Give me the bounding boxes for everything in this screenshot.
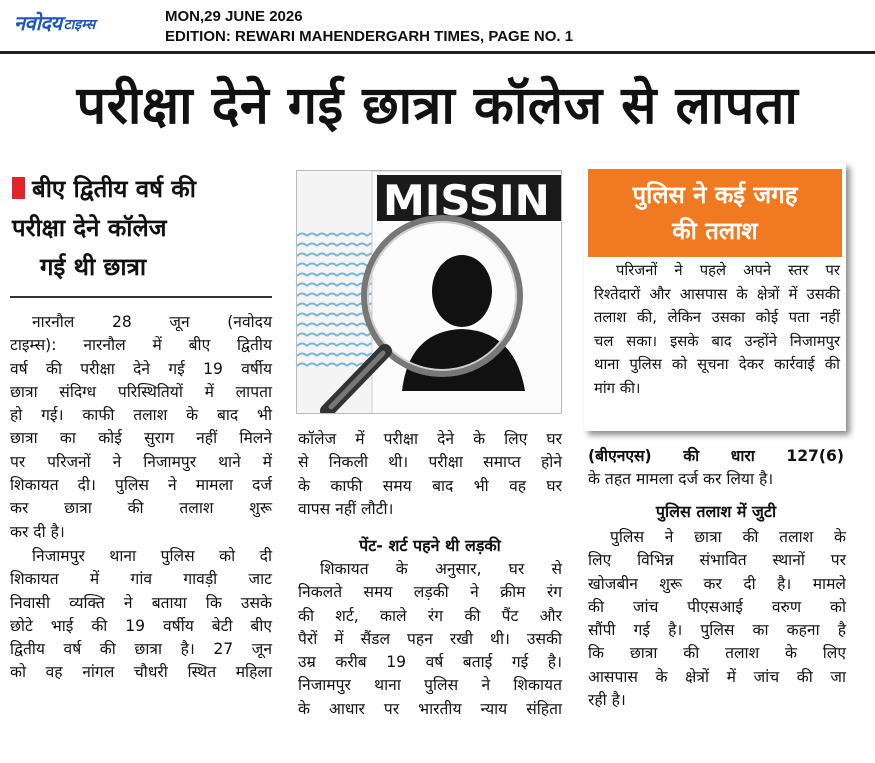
edition-info: EDITION: REWARI MAHENDERGARH TIMES, PAGE NO. 1	[165, 28, 574, 45]
text-line: वापस नहीं लौटी।	[298, 499, 394, 518]
left-column	[10, 311, 272, 685]
logo-main: नवोदय	[14, 11, 62, 35]
text-line: कर छात्रा की तलाश शुरू	[10, 499, 272, 518]
right-column	[588, 445, 844, 492]
masthead	[0, 0, 875, 54]
text-line: कॉलेज में परीक्षा देने के लिए घर	[298, 430, 562, 448]
text-line: पुलिस ने छात्रा की तलाश के	[610, 528, 846, 546]
text-line: निकलते समय लड़की ने क्रीम रंग	[298, 583, 562, 602]
paragraph	[10, 311, 272, 544]
red-bullet-icon	[12, 177, 25, 199]
right-subheading: पुलिस तलाश में जुटी	[655, 502, 777, 521]
dateline	[165, 7, 573, 47]
text-line: से निकली थी। परीक्षा समाप्त होने	[298, 453, 562, 472]
text-line: शिकायत दी। पुलिस ने मामला दर्ज	[10, 476, 272, 495]
logo-sub: टाइम्स	[63, 17, 96, 33]
text-line: रही है।	[588, 691, 626, 710]
text-line: को वह नांगल चौधरी स्थित महिला	[10, 663, 272, 682]
missing-poster-illustration	[297, 171, 562, 414]
text-line: कि छात्रा की तलाश के लिए	[588, 644, 846, 663]
text-line: लिए विभिन्न संभावित स्थानों पर	[588, 551, 846, 570]
middle-column	[298, 428, 562, 521]
box-title-line: पुलिस ने कई जगह	[632, 181, 798, 209]
text-line: निजामपुर थाना पुलिस ने शिकायत	[298, 676, 562, 695]
text-line: टाइम्स): नारनौल में बीए द्वितीय	[10, 336, 272, 355]
text-line: सौंपी गई है। पुलिस का कहना है	[588, 621, 846, 640]
poster-text: MISSIN	[383, 176, 550, 225]
subhead-line: बीए द्वितीय वर्ष की	[32, 175, 196, 203]
newspaper-logo[interactable]	[14, 8, 95, 36]
paragraph	[10, 545, 272, 685]
text-line: के तहत मामला दर्ज कर लिया है।	[588, 470, 774, 489]
text-line: की शर्ट, काले रंग की पैंट और	[298, 606, 562, 625]
right-column-continued	[588, 526, 846, 712]
text-line: पर परिजनों ने निजामपुर थाने में	[10, 452, 272, 471]
text-line: छात्रा का कोई सुराग नहीं मिलने	[10, 429, 272, 448]
text-line: उम्र करीब 19 वर्ष बताई गई है।	[298, 653, 562, 672]
text-line: के आधार पर भारतीय न्याय संहिता	[298, 699, 562, 718]
text-line: शिकायत में गांव गावड़ी जाट	[10, 570, 272, 589]
text-line: (बीएनएस) की धारा 127(6)	[588, 447, 844, 465]
subhead-line: गई थी छात्रा	[40, 253, 147, 281]
main-headline: परीक्षा देने गई छात्रा कॉलेज से लापता	[76, 76, 799, 136]
text-line: निवासी व्यक्ति ने बताया कि उसके	[10, 593, 272, 612]
text-line: आसपास के क्षेत्रों में जांच की जा	[588, 667, 846, 686]
text-line: चल सका। इसके बाद उन्होंने निजामपुर	[594, 332, 840, 350]
text-line: निजामपुर थाना पुलिस को दी	[32, 546, 272, 565]
text-line: पैरों में सैंडल पहन रखी थी। उसकी	[298, 629, 562, 648]
text-line: मांग की।	[594, 379, 641, 397]
text-line: कर दी है।	[10, 522, 65, 541]
box-title-line: की तलाश	[672, 217, 758, 245]
text-line: तलाश की, लेकिन उसका कोई पता नहीं	[594, 309, 840, 326]
text-line: रिश्तेदारों और आसपास के क्षेत्रों में उसकी	[594, 285, 840, 303]
text-line: नारनौल 28 जून (नवोदय	[32, 313, 272, 331]
box-title	[588, 169, 842, 257]
divider	[10, 296, 272, 298]
subhead-line: परीक्षा देने कॉलेज	[12, 214, 167, 242]
text-line: शिकायत के अनुसार, घर से	[320, 560, 562, 578]
text-line: वर्ष की परीक्षा देने गई 19 वर्षीय	[10, 359, 272, 378]
text-line: थाना पुलिस को सूचना देकर कार्रवाई की	[594, 356, 840, 373]
text-line: खोजबीन शुरू कर दी है। मामले	[588, 574, 846, 593]
text-line: के काफी समय बाद भी वह घर	[298, 476, 562, 495]
text-line: हो गई। काफी तलाश के बाद भी	[10, 406, 272, 425]
text-line: द्वितीय वर्ष की छात्रा है। 27 जून	[10, 640, 272, 659]
box-body	[594, 259, 840, 400]
text-line: परिजनों ने पहले अपने स्तर पर	[616, 262, 840, 279]
text-line: छात्रा संदिग्ध परिस्थितियों में लापता	[10, 382, 272, 401]
middle-column-continued	[298, 558, 562, 721]
edition-date: MON,29 JUNE 2026	[165, 8, 303, 25]
text-line: छोटे भाई की 19 वर्षीय बेटी बीए	[10, 616, 272, 635]
left-subheading	[12, 170, 274, 287]
sidebar-box	[584, 163, 846, 431]
text-line: की जांच पीएसआई वरुण को	[588, 597, 846, 616]
missing-person-photo[interactable]	[296, 170, 562, 414]
middle-subheading: पेंट- शर्ट पहने थी लड़की	[359, 536, 501, 555]
